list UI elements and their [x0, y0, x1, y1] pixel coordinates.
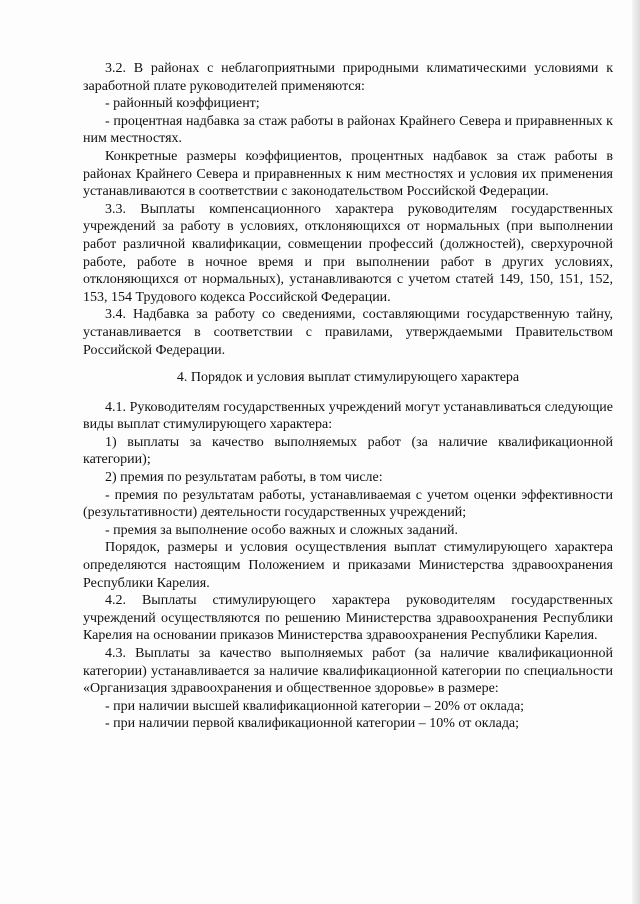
paragraph-3-4: 3.4. Надбавка за работу со сведениями, составляющими государственную тайну, устанавливается в соответствии с правилами, утверждаемыми Правительством Российской Федерации. [83, 307, 613, 358]
paragraph-3-3: 3.3. Выплаты компенсационного характера руководителям государственных учреждений за работу в условиях, отклоняющихся от нормальных (при выполнении работ различной квалификации, совмещении профессий (должностей), сверхурочной работе, работе в ночное время и при выполнении работ в других условиях, отклоняющихся от нормальных), устанавливаются с учетом статей 149, 150, 151, 152, 153, 154 Трудового кодекса Российской Федерации. [83, 201, 613, 305]
paragraph-procedure: Порядок, размеры и условия осуществления выплат стимулирующего характера определяются настоящим Положением и приказами Министерства здравоохранения Республики Карелия. [83, 540, 613, 591]
list-item-highest-category: - при наличии высшей квалификационной категории – 20% от оклада; [105, 698, 525, 714]
section-heading-4: 4. Порядок и условия выплат стимулирующего характера [176, 370, 520, 386]
paragraph-4-1: 4.1. Руководителям государственных учреждений могут устанавливаться следующие виды выплат стимулирующего характера: [83, 399, 613, 433]
list-item-quality-payments: 1) выплаты за качество выполняемых работ (за наличие квалификационной категории); [83, 434, 613, 468]
paragraph-coefficient-sizes: Конкретные размеры коэффициентов, процентных надбавок за стаж работы в районах Крайнего Севера и приравненных к ним местностях и условия их применения устанавливаются в соответствии с законодательством Российской Федерации. [83, 148, 613, 200]
page-edge-shadow [632, 0, 640, 904]
list-item-bonus-efficiency: - премия по результатам работы, устанавливаемая с учетом оценки эффективности (результативности) деятельности государственных учреждений; [83, 487, 613, 521]
list-item-regional-coefficient: - районный коэффициент; [105, 96, 260, 112]
list-item-bonus: 2) премия по результатам работы, в том числе: [105, 470, 383, 486]
list-item-first-category: - при наличии первой квалификационной категории – 10% от оклада; [105, 716, 520, 732]
paragraph-4-3: 4.3. Выплаты за качество выполняемых работ (за наличие квалификационной категории) устанавливается за наличие квалификационной категории по специальности «Организация здравоохранения и общественное здоровье» в размере: [83, 646, 613, 697]
paragraph-4-2: 4.2. Выплаты стимулирующего характера руководителям государственных учреждений осуществляются по решению Министерства здравоохранения Республики Карелия на основании приказов Министерства здравоохранения Республики Карелия. [83, 593, 613, 644]
document-body [83, 60, 613, 733]
list-item-bonus-special-tasks: - премия за выполнение особо важных и сложных заданий. [105, 522, 458, 538]
list-item-north-allowance: - процентная надбавка за стаж работы в районах Крайнего Севера и приравненных к ним местностях. [83, 113, 613, 147]
paragraph-3-2: 3.2. В районах с неблагоприятными природными климатическими условиями к заработной плате руководителей применяются: [83, 61, 613, 94]
